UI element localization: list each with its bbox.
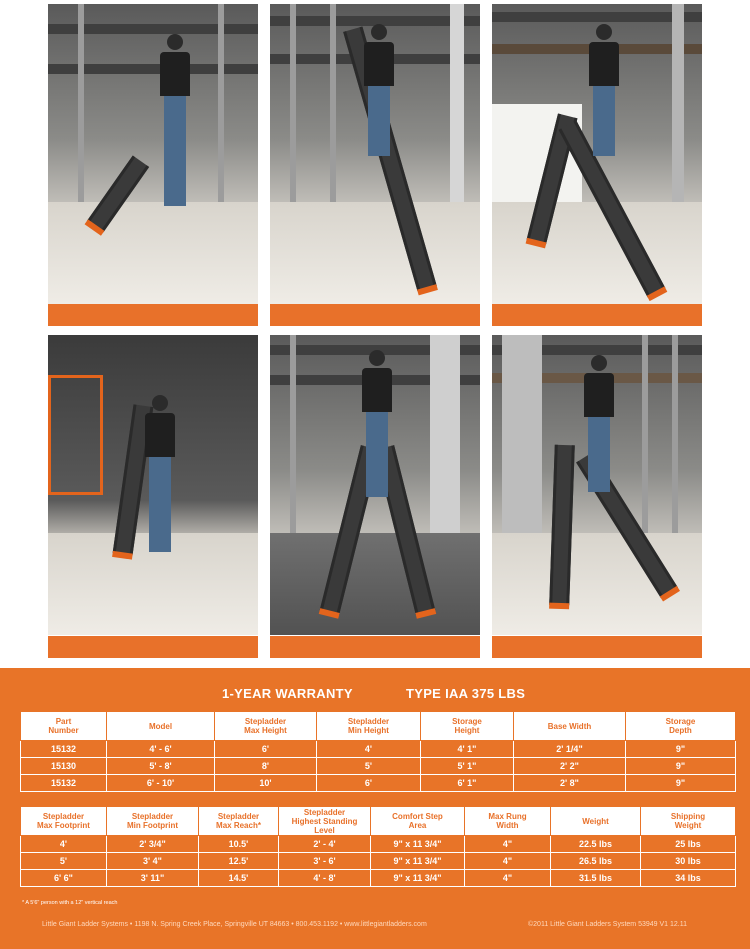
table-row — [21, 741, 736, 758]
table-cell: 31.5 lbs — [551, 870, 641, 887]
table-cell: 5' 1" — [421, 758, 514, 775]
type-title: TYPE IAA 375 LBS — [406, 686, 526, 701]
col-header-model: Model — [107, 712, 215, 741]
col-header-max-footprint: Stepladder Max Footprint — [21, 807, 107, 836]
table-cell: 5' - 8' — [107, 758, 215, 775]
table-row — [21, 870, 736, 887]
footer-copyright: ©2011 Little Giant Ladders System 53949 V1 12.11 — [528, 921, 688, 928]
table-cell: 30 lbs — [641, 853, 736, 870]
col-header-max-height: Stepladder Max Height — [215, 712, 317, 741]
table-row — [21, 853, 736, 870]
col-header-weight: Weight — [551, 807, 641, 836]
photo-worker-on-stepladder-window — [492, 4, 702, 304]
col-header-min-height: Stepladder Min Height — [317, 712, 421, 741]
table-cell: 9" — [626, 775, 736, 792]
table-row — [21, 836, 736, 853]
footnote: * A 5'6" person with a 12" vertical reach — [22, 900, 118, 906]
table-cell: 4' — [21, 836, 107, 853]
photo-worker-on-extension-ladder — [270, 4, 480, 304]
photo-caption-bar — [48, 304, 258, 326]
col-header-max-reach: Stepladder Max Reach* — [199, 807, 279, 836]
table-cell: 6' — [215, 741, 317, 758]
table-cell: 6' 6" — [21, 870, 107, 887]
photo-caption-bar — [48, 636, 258, 658]
table-cell: 2' 1/4" — [514, 741, 626, 758]
table-cell: 9" x 11 3/4" — [371, 853, 465, 870]
photo-caption-bar — [270, 304, 480, 326]
table-cell: 4' 1" — [421, 741, 514, 758]
table-cell: 22.5 lbs — [551, 836, 641, 853]
table-cell: 9" x 11 3/4" — [371, 836, 465, 853]
table-cell: 4" — [465, 853, 551, 870]
table-cell: 2' 2" — [514, 758, 626, 775]
table-cell: 2' - 4' — [279, 836, 371, 853]
table-cell: 5' — [21, 853, 107, 870]
footer-address: Little Giant Ladder Systems • 1198 N. Spring Creek Place, Springville UT 84663 • 800.453.1192 • www.littlegiantladders.com — [42, 921, 427, 928]
col-header-max-rung-width: Max Rung Width — [465, 807, 551, 836]
warranty-title: 1-YEAR WARRANTY — [222, 686, 353, 701]
col-header-min-footprint: Stepladder Min Footprint — [107, 807, 199, 836]
photo-worker-holding-ladder — [48, 335, 258, 635]
table-cell: 9" — [626, 741, 736, 758]
table-cell: 9" x 11 3/4" — [371, 870, 465, 887]
spec-table-2 — [20, 806, 736, 887]
col-header-part-number: Part Number — [21, 712, 107, 741]
table-cell: 6' 1" — [421, 775, 514, 792]
table-cell: 6' — [317, 775, 421, 792]
table-cell: 15132 — [21, 741, 107, 758]
table-cell: 4" — [465, 870, 551, 887]
table-cell: 4' - 8' — [279, 870, 371, 887]
table-cell: 3' 11" — [107, 870, 199, 887]
photo-worker-on-a-frame-ladder — [270, 335, 480, 635]
table-cell: 26.5 lbs — [551, 853, 641, 870]
photo-caption-bar — [492, 304, 702, 326]
table-cell: 9" — [626, 758, 736, 775]
col-header-shipping-weight: Shipping Weight — [641, 807, 736, 836]
table-cell: 3' 4" — [107, 853, 199, 870]
table-cell: 3' - 6' — [279, 853, 371, 870]
photo-caption-bar — [270, 636, 480, 658]
spec-table-1 — [20, 711, 736, 792]
table-cell: 2' 3/4" — [107, 836, 199, 853]
table-cell: 10.5' — [199, 836, 279, 853]
table-cell: 2' 8" — [514, 775, 626, 792]
table-cell: 8' — [215, 758, 317, 775]
col-header-base-width: Base Width — [514, 712, 626, 741]
table-cell: 25 lbs — [641, 836, 736, 853]
table-cell: 4" — [465, 836, 551, 853]
table-cell: 15130 — [21, 758, 107, 775]
table-cell: 4' — [317, 741, 421, 758]
table-cell: 14.5' — [199, 870, 279, 887]
table-cell: 15132 — [21, 775, 107, 792]
col-header-highest-standing-level: Stepladder Highest Standing Level — [279, 807, 371, 836]
col-header-storage-depth: Storage Depth — [626, 712, 736, 741]
table-cell: 5' — [317, 758, 421, 775]
table-cell: 6' - 10' — [107, 775, 215, 792]
table-cell: 10' — [215, 775, 317, 792]
table-row — [21, 758, 736, 775]
photo-worker-carrying-ladder — [48, 4, 258, 304]
col-header-storage-height: Storage Height — [421, 712, 514, 741]
table-cell: 34 lbs — [641, 870, 736, 887]
table-cell: 4' - 6' — [107, 741, 215, 758]
table-cell: 12.5' — [199, 853, 279, 870]
photo-worker-on-staircase-ladder — [492, 335, 702, 635]
col-header-comfort-step-area: Comfort Step Area — [371, 807, 465, 836]
table-row — [21, 775, 736, 792]
photo-caption-bar — [492, 636, 702, 658]
